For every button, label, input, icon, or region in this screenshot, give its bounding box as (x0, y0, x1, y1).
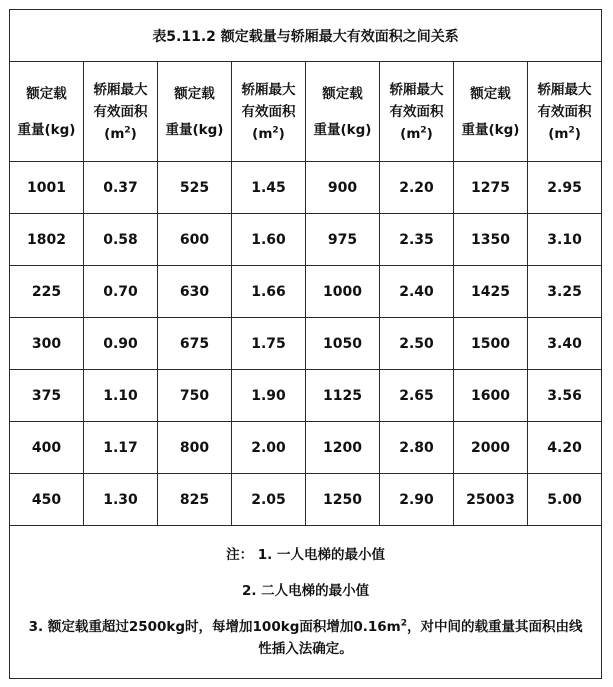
header-unit-sup: 2 (272, 125, 279, 135)
table-cell: 1.60 (232, 214, 306, 266)
table-cell: 1250 (306, 474, 380, 526)
table-cell: 2.20 (380, 162, 454, 214)
header-line: 额定载 (470, 85, 511, 102)
header-car-area (232, 62, 306, 162)
header-unit: ) (130, 125, 137, 142)
header-unit: (m (548, 125, 569, 142)
table-cell: 25003 (454, 474, 528, 526)
table-row (10, 214, 602, 266)
table-cell: 1350 (454, 214, 528, 266)
table-row (10, 162, 602, 214)
table-cell: 400 (10, 422, 84, 474)
table-cell: 2.05 (232, 474, 306, 526)
table-cell: 800 (158, 422, 232, 474)
table-cell: 2.50 (380, 318, 454, 370)
header-unit: ) (278, 125, 285, 142)
header-unit: (m (104, 125, 125, 142)
header-car-area (380, 62, 454, 162)
table-cell: 1.17 (84, 422, 158, 474)
table-row (10, 266, 602, 318)
table-cell: 4.20 (528, 422, 602, 474)
table-row (10, 422, 602, 474)
table-cell: 2.90 (380, 474, 454, 526)
notes-cell (10, 526, 602, 679)
table-cell: 1425 (454, 266, 528, 318)
header-line: 轿厢最大 (93, 81, 148, 98)
header-line: 轿厢最大 (241, 81, 296, 98)
header-line: 轿厢最大 (389, 81, 444, 98)
table-cell: 3.25 (528, 266, 602, 318)
header-line: 额定载 (322, 85, 363, 102)
header-line: 有效面积 (93, 103, 148, 120)
table-cell: 1600 (454, 370, 528, 422)
table-cell: 300 (10, 318, 84, 370)
table-cell: 3.10 (528, 214, 602, 266)
table-cell: 900 (306, 162, 380, 214)
table-row (10, 318, 602, 370)
table-cell: 600 (158, 214, 232, 266)
document-table-container (9, 9, 601, 679)
header-car-area (528, 62, 602, 162)
header-rated-load (158, 62, 232, 162)
header-line: 有效面积 (389, 103, 444, 120)
table-cell: 1000 (306, 266, 380, 318)
table-cell: 1.75 (232, 318, 306, 370)
table-cell: 1125 (306, 370, 380, 422)
table-cell: 5.00 (528, 474, 602, 526)
header-unit: ) (426, 125, 433, 142)
table-cell: 1001 (10, 162, 84, 214)
table-cell: 750 (158, 370, 232, 422)
header-line: 重量(kg) (461, 121, 520, 138)
table-cell: 3.40 (528, 318, 602, 370)
table-row (10, 370, 602, 422)
header-rated-load (306, 62, 380, 162)
note-3-text: 3. 额定载重超过2500kg时，每增加100kg面积增加0.16m (28, 619, 401, 635)
table-cell: 0.90 (84, 318, 158, 370)
header-line: 有效面积 (241, 103, 296, 120)
table-cell: 1802 (10, 214, 84, 266)
header-line: 重量(kg) (165, 121, 224, 138)
table-row (10, 474, 602, 526)
header-row (10, 62, 602, 162)
table-cell: 3.56 (528, 370, 602, 422)
table-cell: 450 (10, 474, 84, 526)
table-cell: 2.80 (380, 422, 454, 474)
table-cell: 825 (158, 474, 232, 526)
table-cell: 1050 (306, 318, 380, 370)
table-cell: 0.70 (84, 266, 158, 318)
table-cell: 2000 (454, 422, 528, 474)
header-line: 轿厢最大 (537, 81, 592, 98)
table-cell: 2.40 (380, 266, 454, 318)
table-cell: 375 (10, 370, 84, 422)
header-unit: ) (574, 125, 581, 142)
note-3 (24, 616, 587, 660)
table-cell: 1.66 (232, 266, 306, 318)
table-cell: 1.90 (232, 370, 306, 422)
header-unit: (m (400, 125, 421, 142)
table-cell: 2.00 (232, 422, 306, 474)
table-cell: 1.45 (232, 162, 306, 214)
table-cell: 525 (158, 162, 232, 214)
table-cell: 1.30 (84, 474, 158, 526)
header-unit-sup: 2 (124, 125, 131, 135)
table-cell: 2.35 (380, 214, 454, 266)
table-cell: 2.65 (380, 370, 454, 422)
table-cell: 1.10 (84, 370, 158, 422)
header-unit-sup: 2 (568, 125, 575, 135)
table-title: 表5.11.2 额定载量与轿厢最大有效面积之间关系 (10, 10, 602, 62)
note-3-sup: 2 (400, 618, 407, 629)
table-cell: 225 (10, 266, 84, 318)
header-line: 额定载 (174, 85, 215, 102)
header-rated-load (10, 62, 84, 162)
table-cell: 0.37 (84, 162, 158, 214)
table-cell: 1500 (454, 318, 528, 370)
table-cell: 630 (158, 266, 232, 318)
note-1: 注： 1. 一人电梯的最小值 (226, 547, 386, 563)
table-cell: 2.95 (528, 162, 602, 214)
header-rated-load (454, 62, 528, 162)
header-line: 重量(kg) (17, 121, 76, 138)
header-line: 重量(kg) (313, 121, 372, 138)
table-cell: 1200 (306, 422, 380, 474)
header-line: 额定载 (26, 85, 67, 102)
note-2: 2. 二人电梯的最小值 (241, 583, 370, 599)
table-cell: 0.58 (84, 214, 158, 266)
table-cell: 675 (158, 318, 232, 370)
header-car-area (84, 62, 158, 162)
header-unit-sup: 2 (420, 125, 427, 135)
header-unit: (m (252, 125, 273, 142)
note-3-text: ，对中间的载重量其面积由线性插入法确定。 (258, 619, 583, 657)
header-line: 有效面积 (537, 103, 592, 120)
load-area-table (9, 9, 602, 679)
table-cell: 975 (306, 214, 380, 266)
table-cell: 1275 (454, 162, 528, 214)
